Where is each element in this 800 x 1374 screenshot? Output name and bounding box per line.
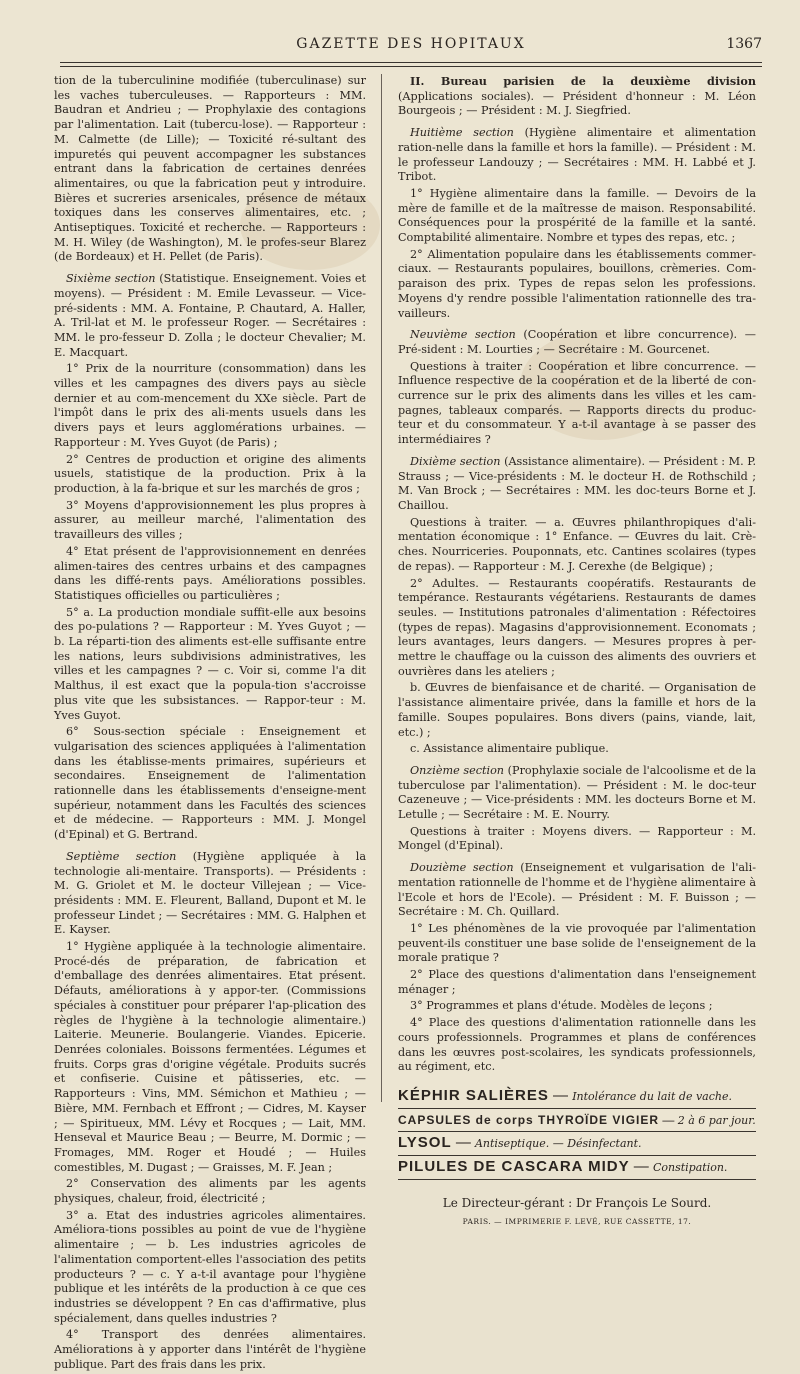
paragraph: b. Œuvres de bienfaisance et de charité. — Organisation de l'assistance alimentaire privée, dans la famille et hors de la famille. Soupes populaires. Bons divers (pains, viande, lait, etc.) ; [398, 681, 756, 739]
section-title: Onzième section [410, 763, 505, 777]
advertisements [398, 1085, 756, 1180]
paragraph: 3° Moyens d'approvisionnement les plus propres à assurer, au meilleur marché, l'alimentation des travailleurs des villes ; [54, 498, 366, 542]
section-title: Douzième section [410, 861, 514, 875]
section-title: Septième section [66, 849, 177, 863]
left-column [54, 74, 366, 1374]
ad-description: 2 à 6 par jour. [677, 1113, 756, 1127]
paragraph: 2° Conservation des aliments par les agents physiques, chaleur, froid, électricité ; [54, 1177, 366, 1206]
paragraph: 5° a. La production mondiale suffit-elle aux besoins des po-pulations ? — Rapporteur : M. Yves Guyot ; — b. La réparti-tion des aliments est-elle suffisante entre les nations, leurs subdivisions administratives, les villes et les campagnes ? — c. Voir si, comme l'a dit Malthus, il est exact que la popula-tion s'accroisse plus vite que les subsistances. — Rappor-teur : M. Yves Guyot. [54, 605, 366, 722]
paragraph: 3° a. Etat des industries agricoles alimentaires. Améliora-tions possibles au point de vue de l'hygiène alimentaire ; — b. Les industries agricoles de l'alimentation comportent-elles l'association des petits producteurs ? — c. Y a-t-il avantage pour l'hygiène publique et les intérêts de la production à ce que ces industries se développent ? En cas d'affirmative, plus spécialement, dans quelles industries ? [54, 1208, 366, 1325]
paragraph: 3° Programmes et plans d'étude. Modèles de leçons ; [410, 999, 713, 1013]
page-number: 1367 [726, 36, 762, 52]
section-paragraph: Sixième section (Statistique. Enseignement. Voies et moyens). — Président : M. Emile Levasseur. — Vice-pré-sidents : MM. A. Fontaine, P. Chautard, A. Haller, A. Tril-lat et M. le professeur Roger. — Secrétaires : MM. le pro-fesseur D. Zolla ; le docteur Chevalier; M. E. Macquart. [54, 272, 366, 359]
section-paragraph: Neuvième section (Coopération et libre concurrence). — Pré-sident : M. Lourties ; — Secrétaire : M. Gourcenet. [398, 328, 756, 356]
section-paragraph: Onzième section (Prophylaxie sociale de l'alcoolisme et de la tuberculose par l'alimentation). — Président : M. le doc-teur Cazeneuve ; — Vice-présidents : MM. les docteurs Borne et M. Letulle ; — Secrétaire : M. E. Nourry. [398, 763, 756, 822]
paragraph: 2° Centres de production et origine des aliments usuels, statistique de la production. Prix à la production, à la fa-brique et sur les marchés de gros ; [54, 452, 366, 495]
ad-lysol: LYSOL — Antiseptique. — Désinfectant. [398, 1132, 756, 1156]
section-paragraph: Dixième section (Assistance alimentaire). — Président : M. P. Strauss ; — Vice-présidents : M. le docteur H. de Rothschild ; M. Van Brock ; — Secrétaires : MM. les doc-teurs Borne et J. Chaillou. [398, 454, 757, 512]
section-title: Huitième section [410, 126, 514, 140]
section-paragraph: II. Bureau parisien de la deuxième division (Applications sociales). — Président d'honneur : M. Léon Bourgeois ; — Président : M. J. Siegfried. [398, 74, 756, 118]
paragraph: 2° Place des questions d'alimentation dans l'enseignement ménager ; [398, 968, 756, 996]
ad-description: Constipation. [652, 1161, 728, 1175]
paragraph: c. Assistance alimentaire publique. [410, 742, 609, 756]
section-title: Neuvième section [410, 328, 516, 342]
paragraph: 1° Les phénomènes de la vie provoquée par l'alimentation peuvent-ils constituer une base solide de l'enseignement de la morale pratique ? [398, 921, 756, 965]
paragraph: 6° Sous-section spéciale : Enseignement et vulgarisation des sciences appliquées à l'alimentation dans les établisse-ments primaires, supérieurs et secondaires. Enseignement de l'alimentation rationnelle dans les établissements d'enseigne-ment supérieur, notamment dans les Facultés des sciences et de médecine. — Rapporteurs : MM. J. Mongel (d'Epinal) et G. Bertrand. [54, 725, 366, 842]
paragraph: Questions à traiter. — a. Œuvres philanthropiques d'ali-mentation économique : 1° Enfance. — Œuvres du lait. Crè-ches. Nourriceries. Pouponnats, etc. Cantines scolaires (types de repas). — Rapporteur : M. J. Cerexhe (de Belgique) ; [398, 515, 756, 573]
column-divider [381, 74, 382, 1102]
paragraph: 1° Hygiène alimentaire dans la famille. — Devoirs de la mère de famille et de la maîtresse de maison. Responsabilité. Conséquences pour la prospérité de la famille et la santé. Comptabilité alimentaire. Nombre et types des repas, etc. ; [398, 186, 756, 245]
printer-imprint: PARIS. — IMPRIMERIE F. LEVÉ, RUE CASSETTE, 17. [462, 1216, 692, 1226]
paragraph: 4° Transport des denrées alimentaires. Améliorations à y apporter dans l'intérêt de l'hygiène publique. Part des frais dans les prix. [54, 1328, 366, 1371]
section-paragraph: Huitième section (Hygiène alimentaire et alimentation ration-nelle dans la famille et hors la famille). — Président : M. le professeur Landouzy ; — Secrétaires : MM. H. Labbé et J. Tribot. [398, 126, 756, 184]
ad-description: Intolérance du lait de vache. [572, 1090, 732, 1103]
paragraph: 2° Adultes. — Restaurants coopératifs. Restaurants de tempérance. Restaurants végétariens. Restaurants de dames seules. — Institutions patronales d'alimentation : Réfectoires (types de repas). Magasins d'approvisionnement. Economats ; leurs avantages, leurs dangers. — Mesures propres à per-mettre le chauffage ou la cuisson des aliments des ouvriers et ouvrières dans les ateliers ; [398, 576, 756, 678]
ad-brand: CAPSULES de corps THYROÏDE VIGIER [398, 1112, 660, 1127]
paragraph: 1° Hygiène appliquée à la technologie alimentaire. Procé-dés de préparation, de fabrication et d'emballage des denrées alimentaires. Etat présent. Défauts, améliorations à y appor-ter. (Commissions spéciales à constituer pour préparer l'ap-plication des règles de l'hygiène à la technologie alimentaire.) Laiterie. Meunerie. Boulangerie. Viandes. Epicerie. Denrées coloniales. Boissons fermentées. Légumes et fruits. Corps gras d'origine végétale. Produits sucrés et confiserie. Cuisine et pâtisseries, etc. — Rapporteurs : Vins, MM. Sémichon et Mathieu ; — Bière, MM. Fernbach et Effront ; — Cidres, M. Kayser ; — Spiritueux, MM. Lévy et Rocques ; — Lait, MM. Henseval et Maurice Beau ; — Beurre, M. Dormic ; — Fromages, MM. Roger et Houdé ; — Huiles comestibles, M. Dugast ; — Graisses, M. F. Jean ; [54, 940, 366, 1174]
ad-brand: PILULES DE CASCARA MIDY [398, 1158, 630, 1176]
section-paragraph: Douzième section (Enseignement et vulgarisation de l'ali-mentation rationnelle de l'homme et de l'hygiène alimentaire à l'Ecole et hors de l'Ecole). — Président : M. F. Buisson ; — Secrétaire : M. Ch. Quillard. [398, 861, 756, 919]
ad-brand: KÉPHIR SALIÈRES [398, 1087, 549, 1104]
section-title: Dixième section [410, 454, 501, 468]
ad-description: Antiseptique. — Désinfectant. [474, 1137, 642, 1151]
ad-brand: LYSOL [398, 1134, 452, 1152]
right-column [398, 74, 756, 1229]
header-rule [60, 62, 762, 63]
ad-kephir: KÉPHIR SALIÈRES — Intolérance du lait de vache. [398, 1085, 756, 1109]
paragraph: tion de la tuberculinine modifiée (tuberculinase) sur les vaches tuberculeuses. — Rapporteurs : MM. Baudran et Andrieu ; — Prophylaxie des contagions par l'alimentation. Lait (tubercu-lose). — Rapporteur : M. Calmette (de Lille); — Toxicité ré-sultant des impuretés qui peuvent accompagner les substances entrant dans la fabrication de certaines denrées alimentaires, ou que la fabrication peut y introduire. Bières et sucreries arsenicales, présence de métaux toxiques dans les conserves alimentaires, etc. ; Antiseptiques. Toxicité et recherche. — Rapporteurs : M. H. Wiley (de Washington), M. le profes-seur Blarez (de Bordeaux) et H. Pellet (de Paris). [54, 74, 366, 264]
division-heading: II. Bureau parisien de la deuxième division [410, 74, 756, 88]
ad-pilules: PILULES DE CASCARA MIDY — Constipation. [398, 1156, 756, 1180]
journal-title: GAZETTE DES HOPITAUX [296, 36, 526, 52]
section-title: Sixième section [66, 272, 156, 286]
paragraph: Questions à traiter : Coopération et libre concurrence. — Influence respective de la coopération et de la liberté de con-currence sur le prix des aliments dans les villes et les cam-pagnes, tableaux comparés. — Rapports directs du produc-teur et du consommateur. Y a-t-il avantage à se passer des intermédiaires ? [398, 359, 756, 447]
paragraph: Questions à traiter : Moyens divers. — Rapporteur : M. Mongel (d'Epinal). [398, 824, 756, 853]
page-header [60, 36, 762, 60]
ad-capsules: CAPSULES de corps THYROÏDE VIGIER — 2 à 6 par jour. [398, 1109, 756, 1133]
section-paragraph: Septième section (Hygiène appliquée à la technologie ali-mentaire. Transports). — Présidents : M. G. Griolet et M. le docteur Villejean ; — Vice-présidents : MM. E. Fleurent, Balland, Dupont et M. le professeur Lindet ; — Secrétaires : MM. G. Halphen et E. Kayser. [54, 849, 366, 937]
paragraph: 1° Prix de la nourriture (consommation) dans les villes et les campagnes des divers pays au siècle dernier et au com-mencement du XXe siècle. Part de l'impôt dans le prix des ali-ments usuels dans les divers pays et leurs agglomérations urbaines. — Rapporteur : M. Yves Guyot (de Paris) ; [54, 362, 366, 449]
header-rule-thin [60, 66, 762, 67]
paragraph: 4° Place des questions d'alimentation rationnelle dans les cours professionnels. Programmes et plans de conférences dans les œuvres post-scolaires, les syndicats professionnels, au régiment, etc. [398, 1016, 756, 1074]
paragraph: 4° Etat présent de l'approvisionnement en denrées alimen-taires des centres urbains et des campagnes dans les diffé-rents pays. Améliorations possibles. Statistiques officielles ou particulières ; [54, 544, 366, 602]
paragraph: 2° Alimentation populaire dans les établissements commer-ciaux. — Restaurants populaires, bouillons, crèmeries. Com-paraison des prix. Types de repas selon les professions. Moyens d'y rendre possible l'alimentation rationnelle des tra-vailleurs. [398, 247, 756, 320]
director-credit: Le Directeur-gérant : Dr François Le Sourd. [442, 1195, 712, 1210]
